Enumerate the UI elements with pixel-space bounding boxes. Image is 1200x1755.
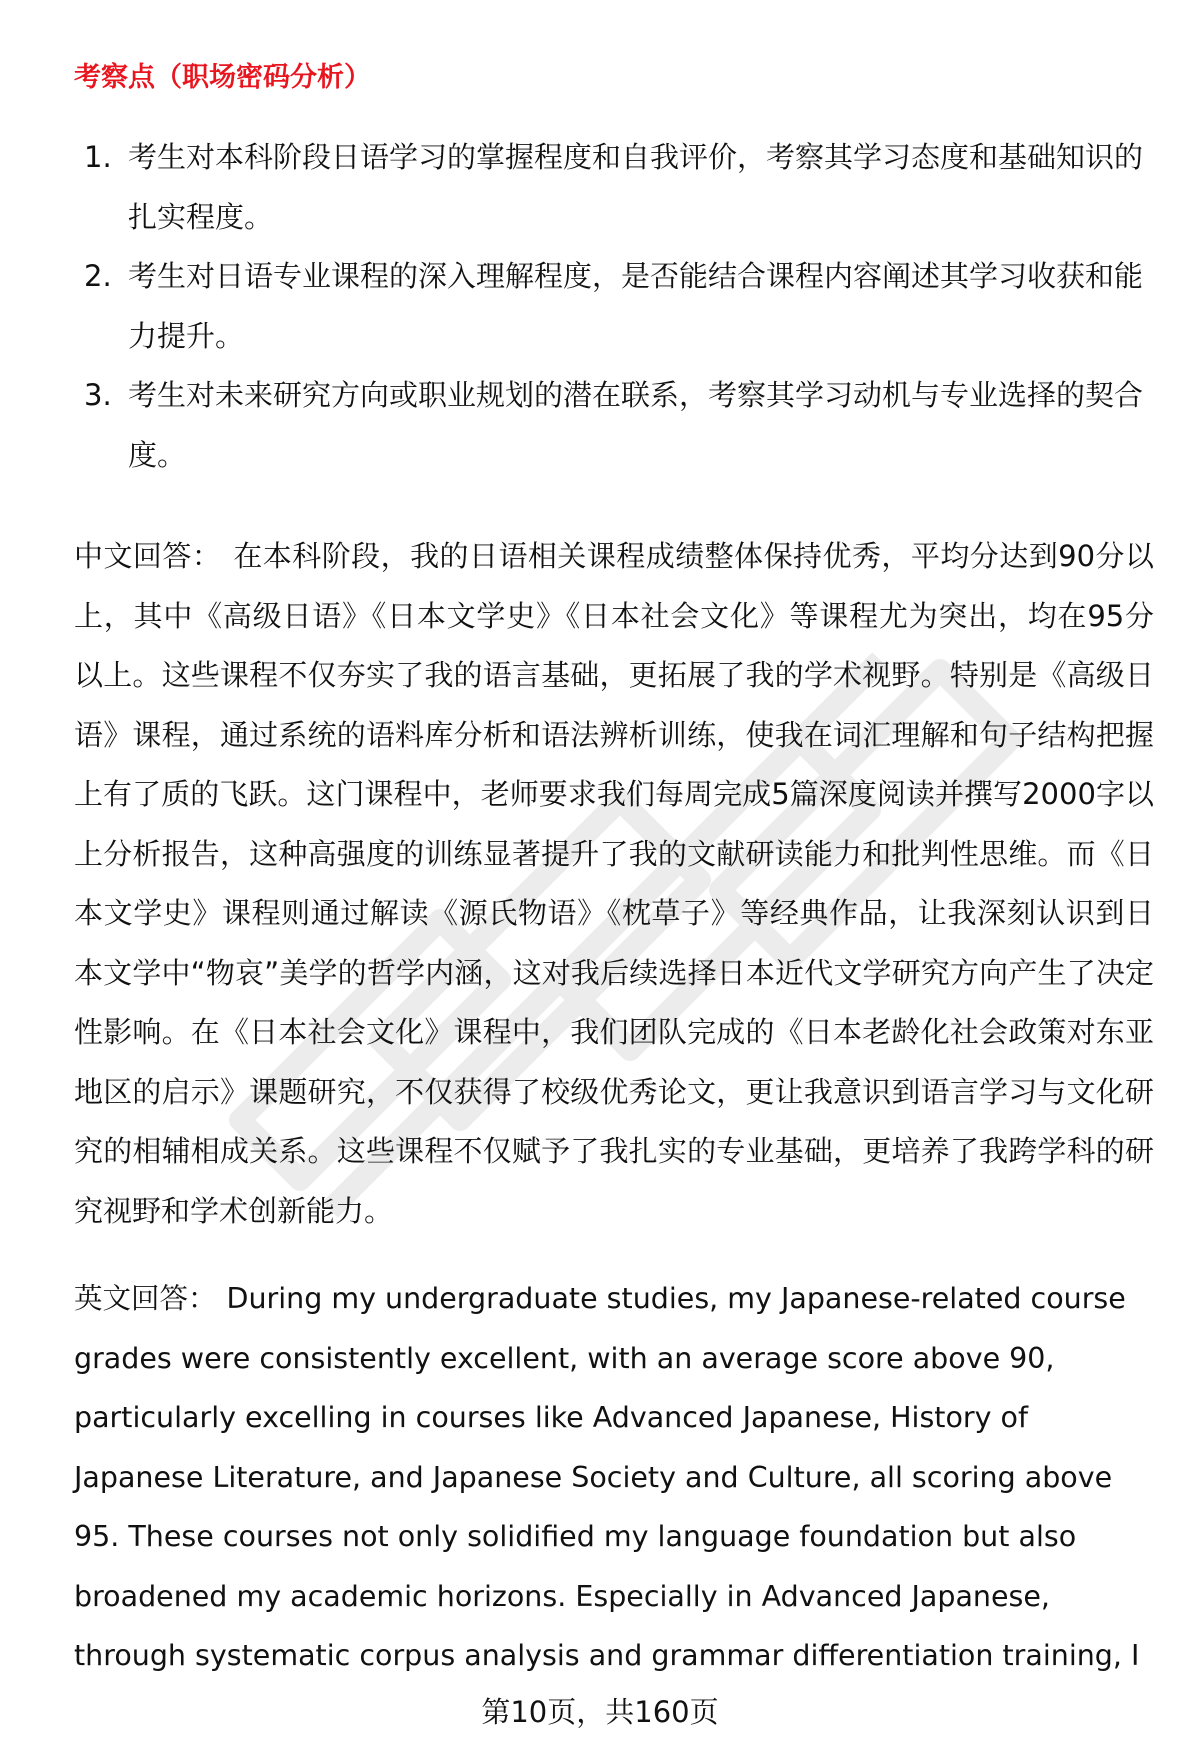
assessment-point [74, 128, 1154, 247]
assessment-point [74, 366, 1154, 485]
point-text: 考生对未来研究方向或职业规划的潜在联系，考察其学习动机与专业选择的契合度。 [128, 378, 1144, 472]
page-content [74, 58, 1154, 1686]
point-text: 考生对本科阶段日语学习的掌握程度和自我评价，考察其学习态度和基础知识的扎实程度。 [128, 140, 1144, 234]
page-footer: 第10页，共160页 [481, 1695, 719, 1729]
english-answer-label: 英文回答： [74, 1282, 217, 1315]
chinese-answer-label: 中文回答： [74, 539, 222, 573]
assessment-point [74, 247, 1154, 366]
point-text: 考生对日语专业课程的深入理解程度，是否能结合课程内容阐述其学习收获和能力提升。 [128, 259, 1144, 353]
english-answer [74, 1269, 1164, 1686]
section-title: 考察点（职场密码分析） [74, 62, 371, 93]
point-number: 3. [84, 378, 112, 412]
chinese-answer-text: 在本科阶段，我的日语相关课程成绩整体保持优秀，平均分达到90分以上，其中《高级日语》《日本文学史》《日本社会文化》等课程尤为突出，均在95分以上。这些课程不仅夯实了我的语言基础，更拓展了我的学术视野。特别是《高级日语》课程，通过系统的语料库分析和语法辨析训练，使我在词汇理解和句子结构把握上有了质的飞跃。这门课程中，老师要求我们每周完成5篇深度阅读并撰写2000字以上分析报告，这种高强度的训练显著提升了我的文献研读能力和批判性思维。而《日本文学史》课程则通过解读《源氏物语》《枕草子》等经典作品，让我深刻认识到日本文学中“物哀”美学的哲学内涵，这对我后续选择日本近代文学研究方向产生了决定性影响。在《日本社会文化》课程中，我们团队完成的《日本老龄化社会政策对东亚地区的启示》课题研究，不仅获得了校级优秀论文，更让我意识到语言学习与文化研究的相辅相成关系。这些课程不仅赋予了我扎实的专业基础，更培养了我跨学科的研究视野和学术创新能力。 [74, 539, 1154, 1228]
point-number: 2. [84, 259, 112, 293]
assessment-points-list [74, 128, 1154, 485]
point-number: 1. [84, 140, 112, 174]
chinese-answer [74, 527, 1154, 1241]
english-answer-text: During my undergraduate studies, my Japanese-related course grades were consistently excellent, with an average score above 90, particularly excelling in courses like Advanced Japanese, History of Japanese Literature, and Japanese Society and Culture, all scoring above 95. These courses not only solidified my language foundation but also broadened my academic horizons. Especially in Advanced Japanese, through systematic corpus analysis and grammar differentiation training, I [74, 1282, 1140, 1672]
